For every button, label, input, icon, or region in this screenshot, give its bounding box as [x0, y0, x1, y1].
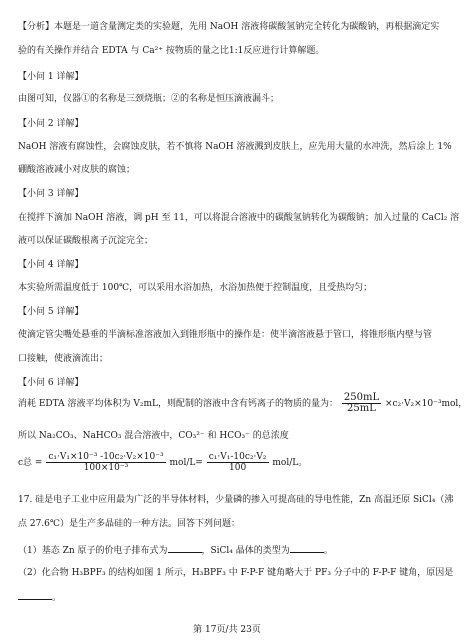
answer-blank-3[interactable]: [18, 590, 52, 600]
q17-part-2: （2）化合物 H₃BPF₃ 的结构如图 1 所示，H₃BPF₃ 中 F-P-F 键角略大于 PF₃ 分子中的 F-P-F 键角，原因是: [18, 568, 454, 578]
formula-tail: mol/L。: [272, 458, 308, 468]
answer-blank-1[interactable]: [168, 543, 202, 553]
volume-ratio-fraction: [342, 393, 381, 414]
q3-heading: 【小问 3 详解】: [18, 189, 84, 199]
q17-line-2: 点 27.6℃）是生产多晶硅的一种方法。回答下列问题：: [18, 519, 240, 529]
analysis-line-1: 【分析】本题是一道含量测定类的实验题，先用 NaOH 溶液将碳酸氢钠完全转化为碳酸钠，再根据滴定实: [18, 22, 440, 32]
formula-middle: mol/L=: [169, 458, 203, 468]
part-1-text-b: ，SiCl₄ 晶体的类型为: [201, 546, 290, 556]
concentration-formula: [18, 450, 442, 476]
q3-line-2: 液可以保证碳酸根离子沉淀完全；: [18, 236, 154, 246]
q6-line-1: [18, 392, 467, 415]
q4-heading: 【小问 4 详解】: [18, 260, 84, 270]
q2-line-2: 硼酸溶液减小对皮肤的腐蚀；: [18, 165, 136, 175]
concentration-fraction-1: [46, 452, 165, 473]
page-footer: 第 17页/共 23页: [193, 625, 261, 635]
concentration-fraction-2: [207, 452, 269, 473]
fraction-1-denominator: 100×10⁻³: [83, 463, 129, 473]
q5-heading: 【小问 5 详解】: [18, 307, 84, 317]
part-1-text-a: （1）基态 Zn 原子的价电子排布式为: [18, 546, 168, 556]
volume-ratio-numerator: 250mL: [343, 392, 380, 403]
q5-line-2: 口接触，使液滴流出；: [18, 354, 109, 364]
part-1-text-c: 。: [323, 546, 333, 556]
fraction-1-numerator: c₁·V₁×10⁻³ -10c₂·V₂×10⁻³: [48, 452, 164, 462]
q6-line-1-text: 消耗 EDTA 溶液平均体积为 V₂mL，则配制的溶液中含有钙离子的物质的量为：: [18, 399, 338, 409]
q1-line-1: 由图可知，仪器①的名称是三颈烧瓶；②的名称是恒压滴液漏斗；: [18, 94, 280, 104]
q1-heading: 【小问 1 详解】: [18, 72, 84, 82]
q2-heading: 【小问 2 详解】: [18, 119, 84, 129]
part-2-text-c: 。: [52, 593, 62, 603]
q17-part-2-line-2: [18, 590, 442, 604]
q5-line-1: 使滴定管尖嘴处悬垂的半滴标准溶液加入到锥形瓶中的操作是：使半滴溶液悬于管口，将锥形瓶内壁与管: [18, 330, 433, 340]
q17-line-1: 17. 硅是电子工业中应用最为广泛的半导体材料，少量磷的掺入可提高硅的导电性能，Zn 高温还原 SiCl₄（沸: [18, 495, 454, 505]
fraction-2-denominator: 100: [229, 463, 247, 473]
q3-line-1: 在搅拌下滴加 NaOH 溶液，调 pH 至 11，可以将混合溶液中的碳酸氢钠转化为碳酸钠；加入过量的 CaCl₂ 溶: [18, 213, 460, 223]
concentration-label: c总 =: [18, 458, 43, 468]
q17-part-1: [18, 543, 442, 557]
q2-line-1: NaOH 溶液有腐蚀性，会腐蚀皮肤，若不慎将 NaOH 溶液溅到皮肤上，应先用大量的水冲洗，然后涂上 1%: [18, 142, 452, 152]
fraction-2-numerator: c₁·V₁-10c₂·V₂: [208, 452, 267, 462]
answer-blank-2[interactable]: [290, 543, 324, 553]
volume-ratio-denominator: 25mL: [347, 403, 376, 414]
q4-line-1: 本实验所需温度低于 100℃，可以采用水浴加热，水浴加热便于控制温度，且受热均匀；: [18, 283, 373, 293]
q6-heading: 【小问 6 详解】: [18, 378, 84, 388]
q6-line-2: 所以 Na₂CO₃、NaHCO₃ 混合溶液中，CO₃²⁻ 和 HCO₃⁻ 的总浓度: [18, 431, 289, 441]
analysis-line-2: 验的有关操作并结合 EDTA 与 Ca²⁺ 按物质的量之比1:1反应进行计算解题。: [18, 46, 325, 56]
q6-line-1-tail: ×c₂·V₂×10⁻³mol，: [384, 399, 467, 409]
